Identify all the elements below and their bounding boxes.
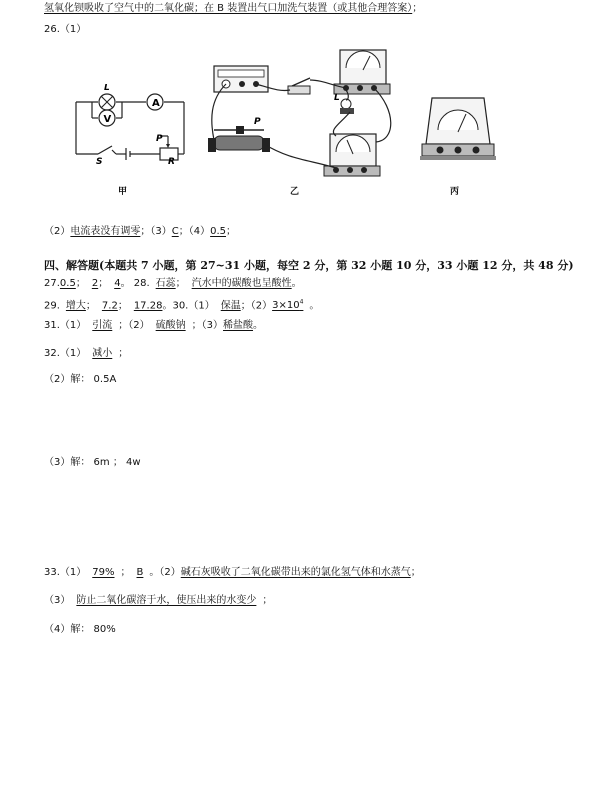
figure-label-jia: 甲 [118,187,128,197]
answer-26-3: C [171,226,179,237]
answer-27-c: 4 [114,278,121,289]
question-number: 27. [44,278,60,289]
answer-26-2: 电流表没有调零 [70,226,141,237]
ammeter-symbol: A [152,98,160,109]
meter-picture-bing [418,96,498,166]
answer-32-2: （2）解： 0.5A [44,374,117,385]
separator: ； [262,595,273,606]
answer-29-b: 7.2 [101,300,118,312]
answer-line-33 [44,566,421,580]
answer-27-a: 0.5 [59,278,76,289]
slider-label: P [156,134,163,144]
answer-33-c: 碱石灰吸收了二氧化碳带出来的氯化氢气体和水蒸气 [180,567,411,578]
lamp-label: L [334,93,340,103]
separator: ； [120,567,131,578]
prefix: （2） [44,226,71,237]
circuit-diagram-jia [68,84,190,164]
resistor-label: R [168,157,175,164]
answer-32-a: 减小 [92,348,113,359]
separator: ； [85,300,96,312]
separator: ；（3） [191,320,224,331]
separator: ； [98,278,109,289]
answer-31-a: 引流 [92,320,113,331]
answer-28-a: 石蕊 [155,278,176,289]
answer-27-b: 2 [91,278,99,289]
answer-28-b: 汽水中的碳酸也呈酸性 [191,278,292,289]
answer-30-a: 保温 [220,300,241,312]
answer-line-27 [44,277,302,291]
section-heading: 四、解答题(本题共 7 小题，第 27~31 小题，每空 2 分，第 32 小题 10 分，33 小题 12 分，共 48 分) [44,259,574,272]
separator: ； [175,278,186,289]
separator: 。 [253,320,264,331]
question-number: 33.（1） [44,567,87,578]
question-number: 29. [44,300,60,312]
answer-line-25 [44,2,422,16]
question-26-label: 26.（1） [44,24,87,35]
question-number: 。 28. [120,278,150,289]
answer-33-d: 防止二氧化碳溶于水，使压出来的水变少 [76,595,257,606]
separator: ； [118,348,129,359]
switch-label: S [96,157,103,164]
figure-label-yi: 乙 [290,187,300,197]
prefix: ；（3） [140,226,172,237]
separator: ； [412,3,423,14]
separator: 。 [309,300,320,312]
answer-33-a: 79% [92,567,115,578]
lamp-label: L [104,84,110,93]
answer-26-4: 0.5 [210,226,227,237]
answer-30-b-base: 3×10 [272,300,300,312]
separator: ；（2） [240,300,273,312]
answer-line-26b [44,225,236,239]
answer-31-c: 稀盐酸 [223,320,254,331]
answer-25-a: 氢氧化钡吸收了空气中的二氧化碳 [44,3,194,14]
answer-31-b: 硫酸钠 [155,320,186,331]
answer-30-b-exponent: 4 [299,299,304,306]
question-number: 31.（1） [44,320,87,331]
separator: 。（2） [149,567,181,578]
voltmeter-symbol: V [103,114,112,125]
circuit-photo-yi [200,40,412,180]
separator: ； [117,300,128,312]
question-number: 32.（1） [44,348,87,359]
figure-label-bing: 丙 [450,187,460,197]
separator: ；（2） [118,320,150,331]
separator: ； [75,278,86,289]
prefix: ；（4） [178,226,211,237]
slider-label: P [254,117,261,127]
answer-line-32 [44,347,128,361]
answer-29-a: 增大 [65,300,86,312]
answer-line-29 [44,296,319,313]
separator: ； [226,226,237,237]
answer-line-33b [44,594,272,608]
separator: 。 [291,278,302,289]
answer-33-b: B [136,567,144,578]
answer-line-31 [44,319,263,333]
answer-33-4: （4）解： 80% [44,624,116,635]
question-number: （3） [44,595,71,606]
answer-30-b [272,300,303,311]
answer-25-b: ；在 B 装置出气口加洗气装置（或其他合理答案） [194,3,413,14]
answer-32-3: （3）解： 6m ； 4w [44,457,141,468]
question-number: 。30.（1） [162,300,215,312]
answer-29-c: 17.28 [133,300,163,312]
separator: ； [410,567,421,578]
